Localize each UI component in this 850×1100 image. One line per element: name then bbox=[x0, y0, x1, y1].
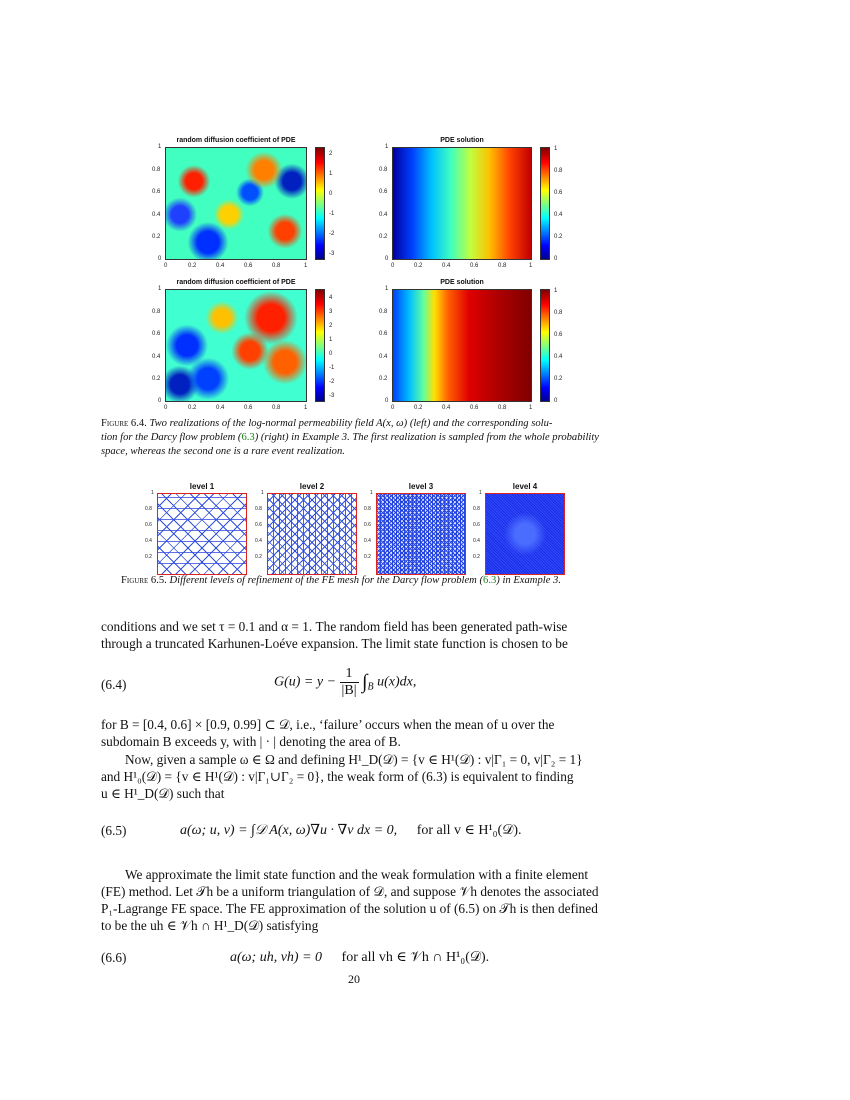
cbar2-tick: 0.8 bbox=[554, 168, 563, 174]
x-tick: 0.8 bbox=[498, 405, 507, 411]
mesh-level-2-title: level 2 bbox=[299, 482, 325, 491]
y-tick: 0 bbox=[385, 256, 389, 262]
equation-tail: for all v ∈ H¹₀(𝒟). bbox=[416, 823, 522, 838]
fraction-numerator: 1 bbox=[340, 666, 359, 683]
text-line: and H¹₀(𝒟) = {v ∈ H¹(𝒟) : v|Γ₁∪Γ₂ = 0}, the weak form of (6.3) is equivalent to finding bbox=[101, 769, 574, 784]
equation-6-4 bbox=[274, 666, 416, 699]
page-number: 20 bbox=[348, 972, 360, 986]
equation-rest: u(x)dx, bbox=[377, 674, 417, 690]
figure-6-4-caption bbox=[101, 417, 613, 459]
y-tick: 1 bbox=[370, 490, 373, 496]
paragraph-1 bbox=[101, 618, 613, 652]
cbar3-tick: 0 bbox=[329, 351, 333, 357]
x-tick: 0.2 bbox=[414, 263, 423, 269]
random-field-plot-2 bbox=[165, 289, 307, 402]
x-tick: 0.4 bbox=[442, 263, 451, 269]
y-tick: 0.8 bbox=[152, 167, 161, 173]
caption-text: Different levels of refinement of the FE mesh for the Darcy flow problem ( bbox=[169, 575, 484, 586]
equation-6-6 bbox=[230, 949, 489, 966]
y-tick: 1 bbox=[151, 490, 154, 496]
caption-label: Figure 6.4. bbox=[101, 418, 147, 429]
cbar3-tick: 4 bbox=[329, 295, 333, 301]
colorbar-1 bbox=[315, 147, 325, 260]
equation-number-6-6: (6.6) bbox=[101, 950, 127, 965]
y-tick: 0.4 bbox=[152, 354, 161, 360]
equation-body: a(ω; u, v) = ∫𝒟 A(x, ω)∇u · ∇v dx = 0, bbox=[180, 823, 398, 838]
cbar2-tick: 0.2 bbox=[554, 234, 563, 240]
y-tick: 0.8 bbox=[379, 167, 388, 173]
colorbar-2 bbox=[540, 147, 550, 260]
y-tick: 1 bbox=[261, 490, 264, 496]
y-tick: 0 bbox=[158, 256, 162, 262]
text-line: to be the uh ∈ 𝒱h ∩ H¹_D(𝒟) satisfying bbox=[101, 918, 319, 933]
cbar2-tick: 0 bbox=[554, 256, 558, 262]
caption-text: ) (right) in Example 3. The first realization is sampled from the whole probability bbox=[254, 432, 599, 443]
y-tick: 1 bbox=[158, 286, 162, 292]
y-tick: 0.4 bbox=[379, 354, 388, 360]
equation-ref-link[interactable]: 6.3 bbox=[483, 575, 497, 586]
cbar1-tick: -2 bbox=[329, 231, 335, 237]
y-tick: 0.2 bbox=[152, 234, 161, 240]
cbar3-tick: 3 bbox=[329, 309, 333, 315]
cbar1-tick: -3 bbox=[329, 251, 335, 257]
x-tick: 0.6 bbox=[470, 263, 479, 269]
mesh-level-2 bbox=[267, 493, 357, 575]
y-tick: 1 bbox=[385, 286, 389, 292]
paragraph-2 bbox=[101, 716, 613, 750]
y-tick: 1 bbox=[385, 144, 389, 150]
text-line: for B = [0.4, 0.6] × [0.9, 0.99] ⊂ 𝒟, i.e., ‘failure’ occurs when the mean of u over the bbox=[101, 717, 555, 732]
mesh-level-1 bbox=[157, 493, 247, 575]
cbar1-tick: 2 bbox=[329, 151, 333, 157]
figure-6-5-caption bbox=[121, 574, 561, 588]
x-tick: 0 bbox=[164, 405, 168, 411]
text-line: (FE) method. Let 𝒯h be a uniform triangulation of 𝒟, and suppose 𝒱h denotes the associated bbox=[101, 884, 599, 899]
x-tick: 0.6 bbox=[470, 405, 479, 411]
y-tick: 0.4 bbox=[255, 538, 262, 544]
cbar1-tick: 0 bbox=[329, 191, 333, 197]
fraction bbox=[340, 666, 359, 699]
y-tick: 0.2 bbox=[364, 554, 371, 560]
cbar1-tick: 1 bbox=[329, 171, 333, 177]
y-tick: 0.6 bbox=[473, 522, 480, 528]
x-tick: 1 bbox=[304, 263, 308, 269]
y-tick: 0.6 bbox=[255, 522, 262, 528]
x-tick: 0.2 bbox=[188, 263, 197, 269]
y-tick: 0 bbox=[385, 398, 389, 404]
colorbar-4 bbox=[540, 289, 550, 402]
y-tick: 1 bbox=[158, 144, 162, 150]
text-line: P₁-Lagrange FE space. The FE approximation of the solution u of (6.5) on 𝒯h is then defined bbox=[101, 901, 598, 916]
panel4-title: PDE solution bbox=[440, 279, 484, 286]
y-tick: 0.4 bbox=[152, 212, 161, 218]
x-tick: 0.8 bbox=[272, 263, 281, 269]
y-tick: 0.2 bbox=[379, 376, 388, 382]
paragraph-3 bbox=[101, 751, 613, 802]
text-line: u ∈ H¹_D(𝒟) such that bbox=[101, 786, 225, 801]
y-tick: 0.4 bbox=[364, 538, 371, 544]
cbar1-tick: -1 bbox=[329, 211, 335, 217]
cbar2-tick: 0.4 bbox=[554, 212, 563, 218]
panel2-title: PDE solution bbox=[440, 137, 484, 144]
y-tick: 0.6 bbox=[152, 331, 161, 337]
equation-number-6-5: (6.5) bbox=[101, 823, 127, 838]
x-tick: 0.4 bbox=[216, 263, 225, 269]
equation-ref-link[interactable]: 6.3 bbox=[241, 432, 255, 443]
pde-solution-plot-2 bbox=[392, 289, 532, 402]
equation-body: a(ω; uh, vh) = 0 bbox=[230, 950, 323, 965]
mesh-level-4-title: level 4 bbox=[512, 482, 538, 491]
text-line: Now, given a sample ω ∈ Ω and defining H¹_D(𝒟) = {v ∈ H¹(𝒟) : v|Γ₁ = 0, v|Γ₂ = 1} bbox=[125, 752, 583, 767]
cbar4-tick: 0.2 bbox=[554, 376, 563, 382]
pde-solution-plot-1 bbox=[392, 147, 532, 260]
y-tick: 0.8 bbox=[145, 506, 152, 512]
mesh-level-3-title: level 3 bbox=[408, 482, 434, 491]
cbar3-tick: -3 bbox=[329, 393, 335, 399]
equation-lhs: G(u) = y − bbox=[274, 674, 340, 690]
panel3-title: random diffusion coefficient of PDE bbox=[176, 279, 296, 286]
cbar3-tick: -2 bbox=[329, 379, 335, 385]
equation-tail: for all vh ∈ 𝒱h ∩ H¹₀(𝒟). bbox=[341, 950, 490, 965]
paragraph-4 bbox=[101, 866, 613, 934]
x-tick: 0 bbox=[391, 405, 395, 411]
y-tick: 0.6 bbox=[364, 522, 371, 528]
x-tick: 0.4 bbox=[216, 405, 225, 411]
mesh-level-1-title: level 1 bbox=[189, 482, 215, 491]
x-tick: 0.4 bbox=[442, 405, 451, 411]
cbar4-tick: 0.6 bbox=[554, 332, 563, 338]
random-field-plot-1 bbox=[165, 147, 307, 260]
x-tick: 1 bbox=[529, 405, 533, 411]
x-tick: 0.2 bbox=[188, 405, 197, 411]
x-tick: 0.8 bbox=[272, 405, 281, 411]
y-tick: 0.8 bbox=[255, 506, 262, 512]
equation-6-5 bbox=[180, 822, 522, 839]
y-tick: 0.6 bbox=[152, 189, 161, 195]
cbar4-tick: 0.4 bbox=[554, 354, 563, 360]
y-tick: 0.2 bbox=[473, 554, 480, 560]
y-tick: 0.2 bbox=[255, 554, 262, 560]
x-tick: 1 bbox=[529, 263, 533, 269]
text-line: We approximate the limit state function and the weak formulation with a finite element bbox=[125, 867, 589, 882]
caption-text: ) in Example 3. bbox=[496, 575, 561, 586]
y-tick: 0.8 bbox=[364, 506, 371, 512]
y-tick: 0.8 bbox=[473, 506, 480, 512]
y-tick: 0.2 bbox=[152, 376, 161, 382]
y-tick: 0.4 bbox=[379, 212, 388, 218]
cbar4-tick: 0.8 bbox=[554, 310, 563, 316]
cbar3-tick: 1 bbox=[329, 337, 333, 343]
cbar3-tick: 2 bbox=[329, 323, 333, 329]
y-tick: 0.4 bbox=[145, 538, 152, 544]
x-tick: 0.8 bbox=[498, 263, 507, 269]
equation-number-6-4: (6.4) bbox=[101, 677, 127, 692]
caption-text: tion for the Darcy flow problem ( bbox=[101, 432, 242, 443]
y-tick: 0.8 bbox=[152, 309, 161, 315]
colorbar-3 bbox=[315, 289, 325, 402]
x-tick: 0 bbox=[164, 263, 168, 269]
integral-subscript: B bbox=[367, 681, 374, 693]
x-tick: 1 bbox=[304, 405, 308, 411]
y-tick: 0.8 bbox=[379, 309, 388, 315]
caption-label: Figure 6.5. bbox=[121, 575, 167, 586]
caption-text: space, whereas the second one is a rare event realization. bbox=[101, 446, 345, 457]
fraction-denominator: |B| bbox=[341, 683, 357, 698]
y-tick: 1 bbox=[479, 490, 482, 496]
caption-text: Two realizations of the log-normal permeability field A(x, ω) (left) and the corresponding solu- bbox=[149, 418, 553, 429]
y-tick: 0 bbox=[158, 398, 162, 404]
x-tick: 0 bbox=[391, 263, 395, 269]
y-tick: 0.4 bbox=[473, 538, 480, 544]
cbar3-tick: -1 bbox=[329, 365, 335, 371]
y-tick: 0.2 bbox=[379, 234, 388, 240]
x-tick: 0.6 bbox=[244, 405, 253, 411]
cbar4-tick: 0 bbox=[554, 398, 558, 404]
y-tick: 0.2 bbox=[145, 554, 152, 560]
y-tick: 0.6 bbox=[379, 331, 388, 337]
cbar4-tick: 1 bbox=[554, 288, 558, 294]
mesh-level-4 bbox=[485, 493, 565, 575]
cbar2-tick: 1 bbox=[554, 146, 558, 152]
x-tick: 0.6 bbox=[244, 263, 253, 269]
text-line: conditions and we set τ = 0.1 and α = 1. The random field has been generated path-wise bbox=[101, 619, 568, 634]
text-line: subdomain B exceeds y, with | · | denoting the area of B. bbox=[101, 734, 401, 749]
integral-sign: ∫ bbox=[362, 671, 368, 693]
y-tick: 0.6 bbox=[379, 189, 388, 195]
panel1-title: random diffusion coefficient of PDE bbox=[176, 137, 296, 144]
mesh-level-3 bbox=[376, 493, 466, 575]
y-tick: 0.6 bbox=[145, 522, 152, 528]
x-tick: 0.2 bbox=[414, 405, 423, 411]
text-line: through a truncated Karhunen-Loéve expansion. The limit state function is chosen to be bbox=[101, 636, 568, 651]
cbar2-tick: 0.6 bbox=[554, 190, 563, 196]
